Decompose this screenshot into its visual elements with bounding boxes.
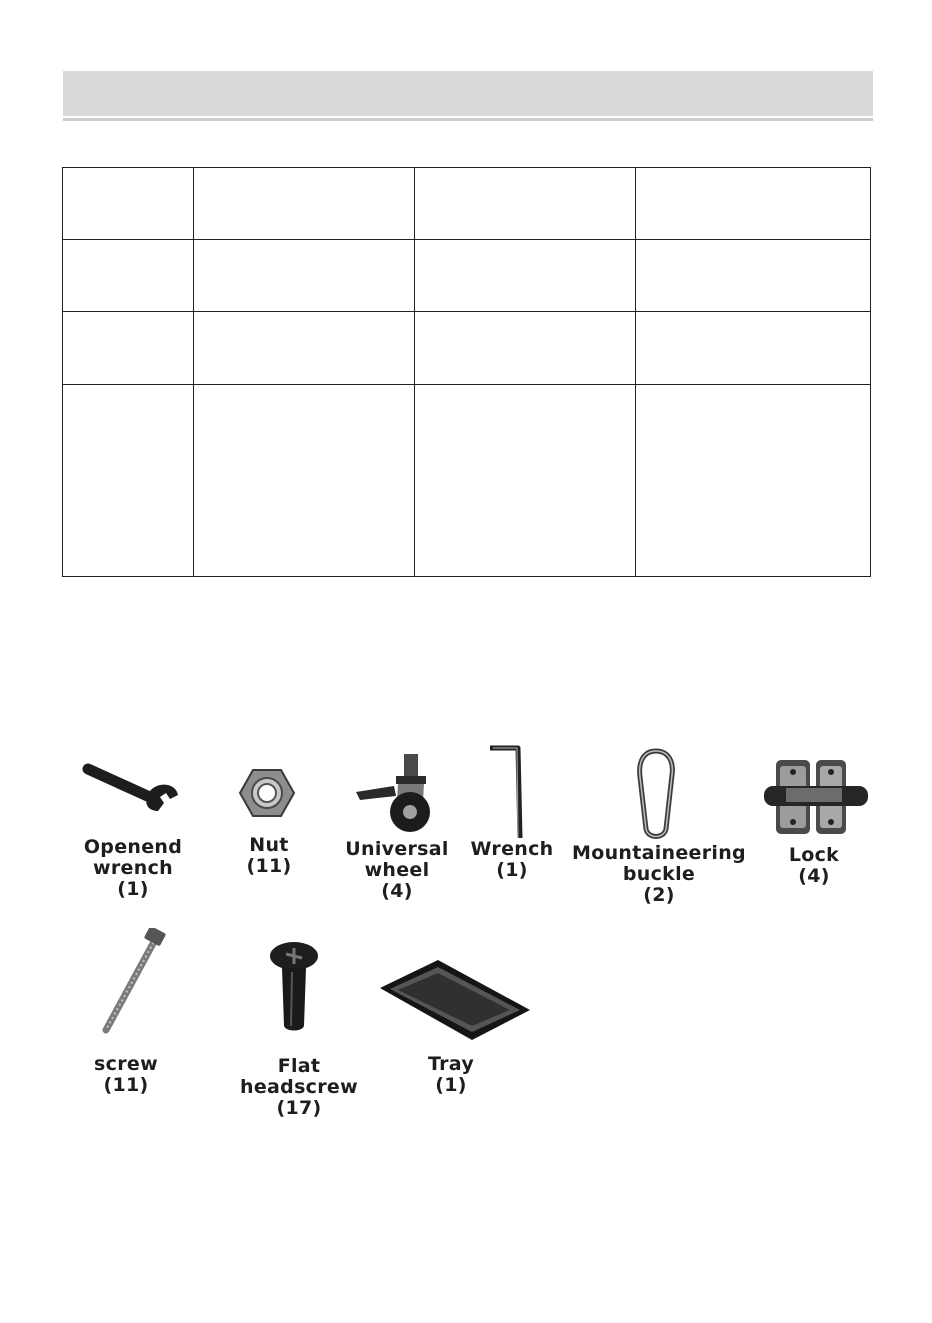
table-cell — [194, 240, 415, 312]
part-name: Tray — [427, 1053, 475, 1075]
table-cell — [63, 385, 194, 577]
table-cell — [415, 312, 636, 385]
tray-icon — [376, 958, 532, 1042]
part-label — [570, 843, 748, 906]
part-name: Flat headscrew — [240, 1055, 358, 1098]
header-rule — [63, 118, 873, 121]
spec-table — [62, 167, 871, 577]
part-label — [462, 839, 562, 881]
part-quantity: (1) — [435, 1074, 467, 1096]
part-quantity: (1) — [496, 859, 528, 881]
part-label — [768, 845, 860, 887]
part-name: Lock — [788, 844, 840, 866]
table-cell — [63, 168, 194, 240]
part-quantity: (11) — [246, 855, 292, 877]
part-quantity: (17) — [276, 1097, 322, 1119]
part-quantity: (11) — [103, 1074, 149, 1096]
part-label — [224, 835, 314, 877]
table-cell — [415, 385, 636, 577]
table-cell — [63, 312, 194, 385]
openend-wrench-icon — [80, 755, 185, 825]
nut-icon — [238, 767, 296, 819]
screw-icon — [96, 928, 166, 1038]
table-cell — [63, 240, 194, 312]
table-cell — [194, 385, 415, 577]
hex-wrench-icon — [484, 742, 530, 842]
table-cell — [636, 240, 871, 312]
table-cell — [636, 168, 871, 240]
part-name: Universal wheel — [345, 838, 449, 881]
part-quantity: (4) — [798, 865, 830, 887]
part-name: Openend wrench — [83, 836, 183, 879]
part-quantity: (4) — [381, 880, 413, 902]
table-cell — [636, 312, 871, 385]
table-cell — [636, 385, 871, 577]
table-row — [63, 385, 871, 577]
part-name: Wrench — [470, 838, 554, 860]
table-cell — [415, 240, 636, 312]
part-label — [72, 837, 194, 900]
part-label — [336, 839, 458, 902]
table-cell — [194, 312, 415, 385]
part-label — [410, 1054, 492, 1096]
latch-lock-icon — [760, 756, 872, 838]
part-label — [80, 1054, 172, 1096]
flat-headscrew-icon — [264, 940, 326, 1034]
carabiner-icon — [636, 747, 678, 841]
part-label — [232, 1056, 366, 1119]
table-cell — [194, 168, 415, 240]
table-row — [63, 168, 871, 240]
table-row — [63, 312, 871, 385]
part-name: screw — [94, 1053, 158, 1075]
table-cell — [415, 168, 636, 240]
part-quantity: (1) — [117, 878, 149, 900]
header-band — [63, 71, 873, 116]
universal-wheel-icon — [350, 752, 436, 836]
table-row — [63, 240, 871, 312]
part-name: Mountaineering buckle — [572, 842, 746, 885]
part-quantity: (2) — [643, 884, 675, 906]
part-name: Nut — [249, 834, 289, 856]
